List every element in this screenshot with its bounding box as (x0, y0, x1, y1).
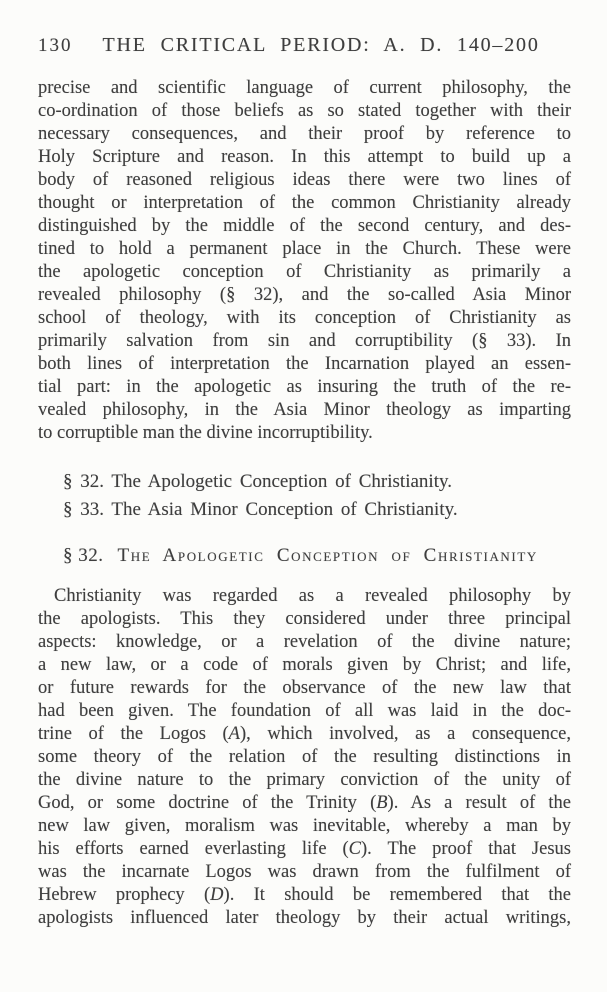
text-line: both lines of interpretation the Incarnation played an essen- (38, 354, 571, 374)
text-line: had been given. The foundation of all was laid in the doc- (38, 701, 571, 721)
text-line: some theory of the relation of the resulting distinctions in (38, 747, 571, 767)
text-line: new law given, moralism was inevitable, whereby a man by (38, 816, 571, 836)
section-heading (63, 544, 570, 568)
text-line: tined to hold a permanent place in the Church. These were (38, 239, 571, 259)
text-line: thought or interpretation of the common Christianity already (38, 193, 571, 213)
text-line: God, or some doctrine of the Trinity (B). As a result of the (38, 793, 571, 813)
text-line: his efforts earned everlasting life (C). The proof that Jesus (38, 839, 571, 859)
text-line: vealed philosophy, in the Asia Minor theology as imparting (38, 400, 571, 420)
text-line: precise and scientific language of current philosophy, the (38, 78, 571, 98)
text-line: to corruptible man the divine incorruptibility. (38, 423, 373, 443)
text-line: Holy Scripture and reason. In this attempt to build up a (38, 147, 571, 167)
text-line: a new law, or a code of morals given by Christ; and life, (38, 655, 571, 675)
text-line: revealed philosophy (§ 32), and the so-called Asia Minor (38, 285, 571, 305)
text-line: school of theology, with its conception of Christianity as (38, 308, 571, 328)
running-header (38, 34, 577, 57)
text-line: apologists influenced later theology by their actual writings, (38, 908, 571, 928)
text-line: body of reasoned religious ideas there were two lines of (38, 170, 571, 190)
section-paragraph (38, 585, 571, 930)
text-line: co-ordination of those beliefs as so stated together with their (38, 101, 571, 121)
text-line: Hebrew prophecy (D). It should be remembered that the (38, 885, 571, 905)
page-number: 130 (38, 35, 73, 56)
section-contents-list (63, 468, 570, 524)
section-heading-number: § 32. (63, 545, 104, 566)
text-line: the divine nature to the primary conviction of the unity of (38, 770, 571, 790)
text-line: distinguished by the middle of the second century, and des- (38, 216, 571, 236)
section-list-item: § 33. The Asia Minor Conception of Christianity. (63, 499, 458, 520)
text-line: was the incarnate Logos was drawn from the fulfilment of (38, 862, 571, 882)
text-line: primarily salvation from sin and corruptibility (§ 33). In (38, 331, 571, 351)
text-line: necessary consequences, and their proof by reference to (38, 124, 571, 144)
text-line: the apologists. This they considered under three principal (38, 609, 571, 629)
text-line: or future rewards for the observance of the new law that (38, 678, 571, 698)
section-list-item: § 32. The Apologetic Conception of Christianity. (63, 471, 452, 492)
text-line: trine of the Logos (A), which involved, as a consequence, (38, 724, 571, 744)
text-line: aspects: knowledge, or a revelation of the divine nature; (38, 632, 571, 652)
text-line: tial part: in the apologetic as insuring the truth of the re- (38, 377, 571, 397)
running-title: THE CRITICAL PERIOD: A. D. 140–200 (102, 34, 540, 56)
text-line: the apologetic conception of Christianity as primarily a (38, 262, 571, 282)
section-heading-title: The Apologetic Conception of Christianity (117, 545, 538, 566)
paragraph-continuation (38, 77, 571, 445)
text-line: Christianity was regarded as a revealed philosophy by (54, 586, 571, 606)
